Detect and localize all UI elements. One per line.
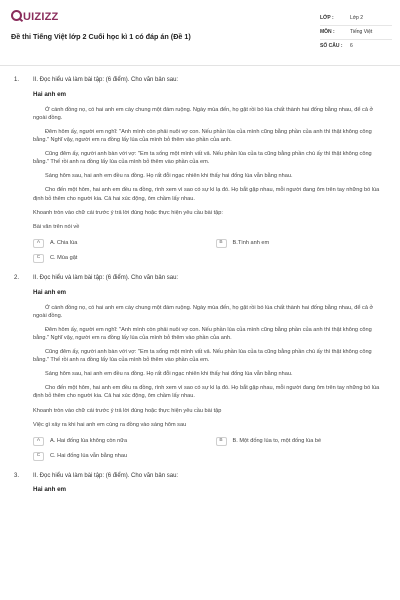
passage-title: Hai anh em xyxy=(33,288,67,296)
meta-value: Tiếng Việt xyxy=(350,28,373,35)
meta-value: Lớp 2 xyxy=(350,14,364,21)
option-letter-badge: A xyxy=(33,437,44,446)
answer-option-c[interactable] xyxy=(33,452,204,461)
option-letter-badge: C xyxy=(33,452,44,461)
passage-paragraph: Cho đến một hôm, hai anh em đều ra đồng, rình xem vì sao có sự kì lạ đó. Họ bắt gặp nhau, mỗi người đang ôm trên tay những bó lúa định bỏ thêm cho người kia. Cả hai xúc động, ôm chầm lấy nhau. xyxy=(33,385,380,400)
questions-list xyxy=(0,76,400,506)
meta-table xyxy=(320,12,392,54)
question-2 xyxy=(0,274,400,461)
question-heading: II. Đọc hiểu và làm bài tập: (6 điểm). Cho văn bản sau: xyxy=(33,274,179,281)
option-text: A. Chia lúa xyxy=(50,240,78,247)
meta-row-subject xyxy=(320,26,392,40)
question-number: 3. xyxy=(14,472,20,479)
passage-paragraph: Sáng hôm sau, hai anh em đều ra đồng. Họ rất đỗi ngạc nhiên khi thấy hai đống lúa vẫn bằng nhau. xyxy=(45,371,293,378)
passage-title: Hai anh em xyxy=(33,486,67,494)
meta-value: 6 xyxy=(350,43,353,50)
question-heading: II. Đọc hiểu và làm bài tập: (6 điểm). Cho văn bản sau: xyxy=(33,77,179,83)
answer-options xyxy=(33,437,386,461)
option-text: B. Một đống lúa to, một đống lúa bé xyxy=(232,438,322,445)
answer-option-a[interactable] xyxy=(33,437,204,446)
question-prompt: Việc gì xảy ra khi hai anh em cùng ra đồng vào sáng hôm sau xyxy=(33,421,187,428)
option-letter-badge: A xyxy=(33,239,44,248)
logo-q-mark xyxy=(11,10,22,21)
answer-option-b[interactable] xyxy=(216,437,387,446)
quizizz-logo xyxy=(11,10,58,26)
meta-row-count xyxy=(320,40,392,54)
question-instruction: Khoanh tròn vào chữ cái trước ý trả lời đúng hoặc thực hiện yêu cầu bài tập xyxy=(33,407,222,414)
question-number: 1. xyxy=(14,77,20,83)
document-header xyxy=(0,0,400,66)
option-text: C. Mùa gặt xyxy=(50,255,78,262)
question-number: 2. xyxy=(14,274,20,281)
question-heading: II. Đọc hiểu và làm bài tập: (6 điểm). Cho văn bản sau: xyxy=(33,472,179,479)
passage-paragraph: Cho đến một hôm, hai anh em đều ra đồng, rình xem vì sao có sự kì lạ đó. Họ bắt gặp nhau, mỗi người đang ôm trên tay những bó lúa định bỏ thêm cho người kia. Cả hai xúc động, ôm chầm lấy nhau. xyxy=(33,187,380,202)
document-title: Đề thi Tiếng Việt lớp 2 Cuối học kì 1 có đáp án (Đề 1) xyxy=(11,32,191,41)
answer-options xyxy=(33,239,386,263)
answer-option-c[interactable] xyxy=(33,254,204,263)
meta-key: LỚP : xyxy=(320,14,334,21)
passage-paragraph: Ở cánh đồng nọ, có hai anh em cày chung một đám ruộng. Ngày mùa đến, họ gặt rồi bó lúa chất thành hai đống bằng nhau, để cả ở ngoài đồng. xyxy=(33,106,374,121)
option-letter-badge: B xyxy=(216,239,227,248)
passage-paragraph: Cũng đêm ấy, người anh bàn với vợ: "Em ta sống một mình vất vả. Nếu phần lúa của ta cũng bằng phần chú ấy thì thật không công bằng." Thế rồi anh ra đồng lấy lúa của mình bỏ thêm vào phần của em. xyxy=(33,348,372,364)
meta-key: SỐ CÂU : xyxy=(320,43,343,50)
option-text: A. Hai đống lúa không còn nữa xyxy=(50,438,128,445)
question-instruction: Khoanh tròn vào chữ cái trước ý trả lời đúng hoặc thực hiện yêu cầu bài tập: xyxy=(33,209,223,216)
question-prompt: Bài văn trên nói về xyxy=(33,223,80,230)
answer-option-a[interactable] xyxy=(33,239,204,248)
passage-paragraph: Đêm hôm ấy, người em nghĩ: "Anh mình còn phải nuôi vợ con. Nếu phần lúa của mình cũng bằng phần của anh thì thật không công bằng." Nghĩ vậy, người em ra đồng lấy lúa của mình bỏ thêm vào phần của anh. xyxy=(33,326,372,341)
passage-paragraph: Đêm hôm ấy, người em nghĩ: "Anh mình còn phải nuôi vợ con. Nếu phần lúa của mình cũng bằng phần của anh thì thật không công bằng." Nghĩ vậy, người em ra đồng lấy lúa của mình bỏ thêm vào phần của anh. xyxy=(33,128,372,143)
question-3 xyxy=(0,472,400,496)
meta-row-grade xyxy=(320,12,392,26)
passage-title: Hai anh em xyxy=(33,90,67,98)
passage-paragraph: Ở cánh đồng nọ, có hai anh em cày chung một đám ruộng. Ngày mùa đến, họ gặt rồi bó lúa chất thành hai đống bằng nhau, để cả ở ngoài đồng. xyxy=(33,304,374,319)
question-1 xyxy=(0,76,400,263)
option-text: B.Tình anh em xyxy=(232,240,270,247)
option-letter-badge: B xyxy=(216,437,227,446)
passage-paragraph: Cũng đêm ấy, người anh bàn với vợ: "Em ta sống một mình vất vả. Nếu phần lúa của ta cũng bằng phần chú ấy thì thật không công bằng." Thế rồi anh ra đồng lấy lúa của mình bỏ thêm vào phần của em. xyxy=(33,151,372,166)
option-letter-badge: C xyxy=(33,254,44,263)
option-text: C. Hai đống lúa vẫn bằng nhau xyxy=(50,453,128,460)
answer-option-b[interactable] xyxy=(216,239,387,248)
logo-text: UIZIZZ xyxy=(23,11,59,23)
passage-paragraph: Sáng hôm sau, hai anh em đều ra đồng. Họ rất đỗi ngạc nhiên khi thấy hai đống lúa vẫn bằng nhau. xyxy=(45,173,293,180)
meta-key: MÔN : xyxy=(320,28,335,35)
